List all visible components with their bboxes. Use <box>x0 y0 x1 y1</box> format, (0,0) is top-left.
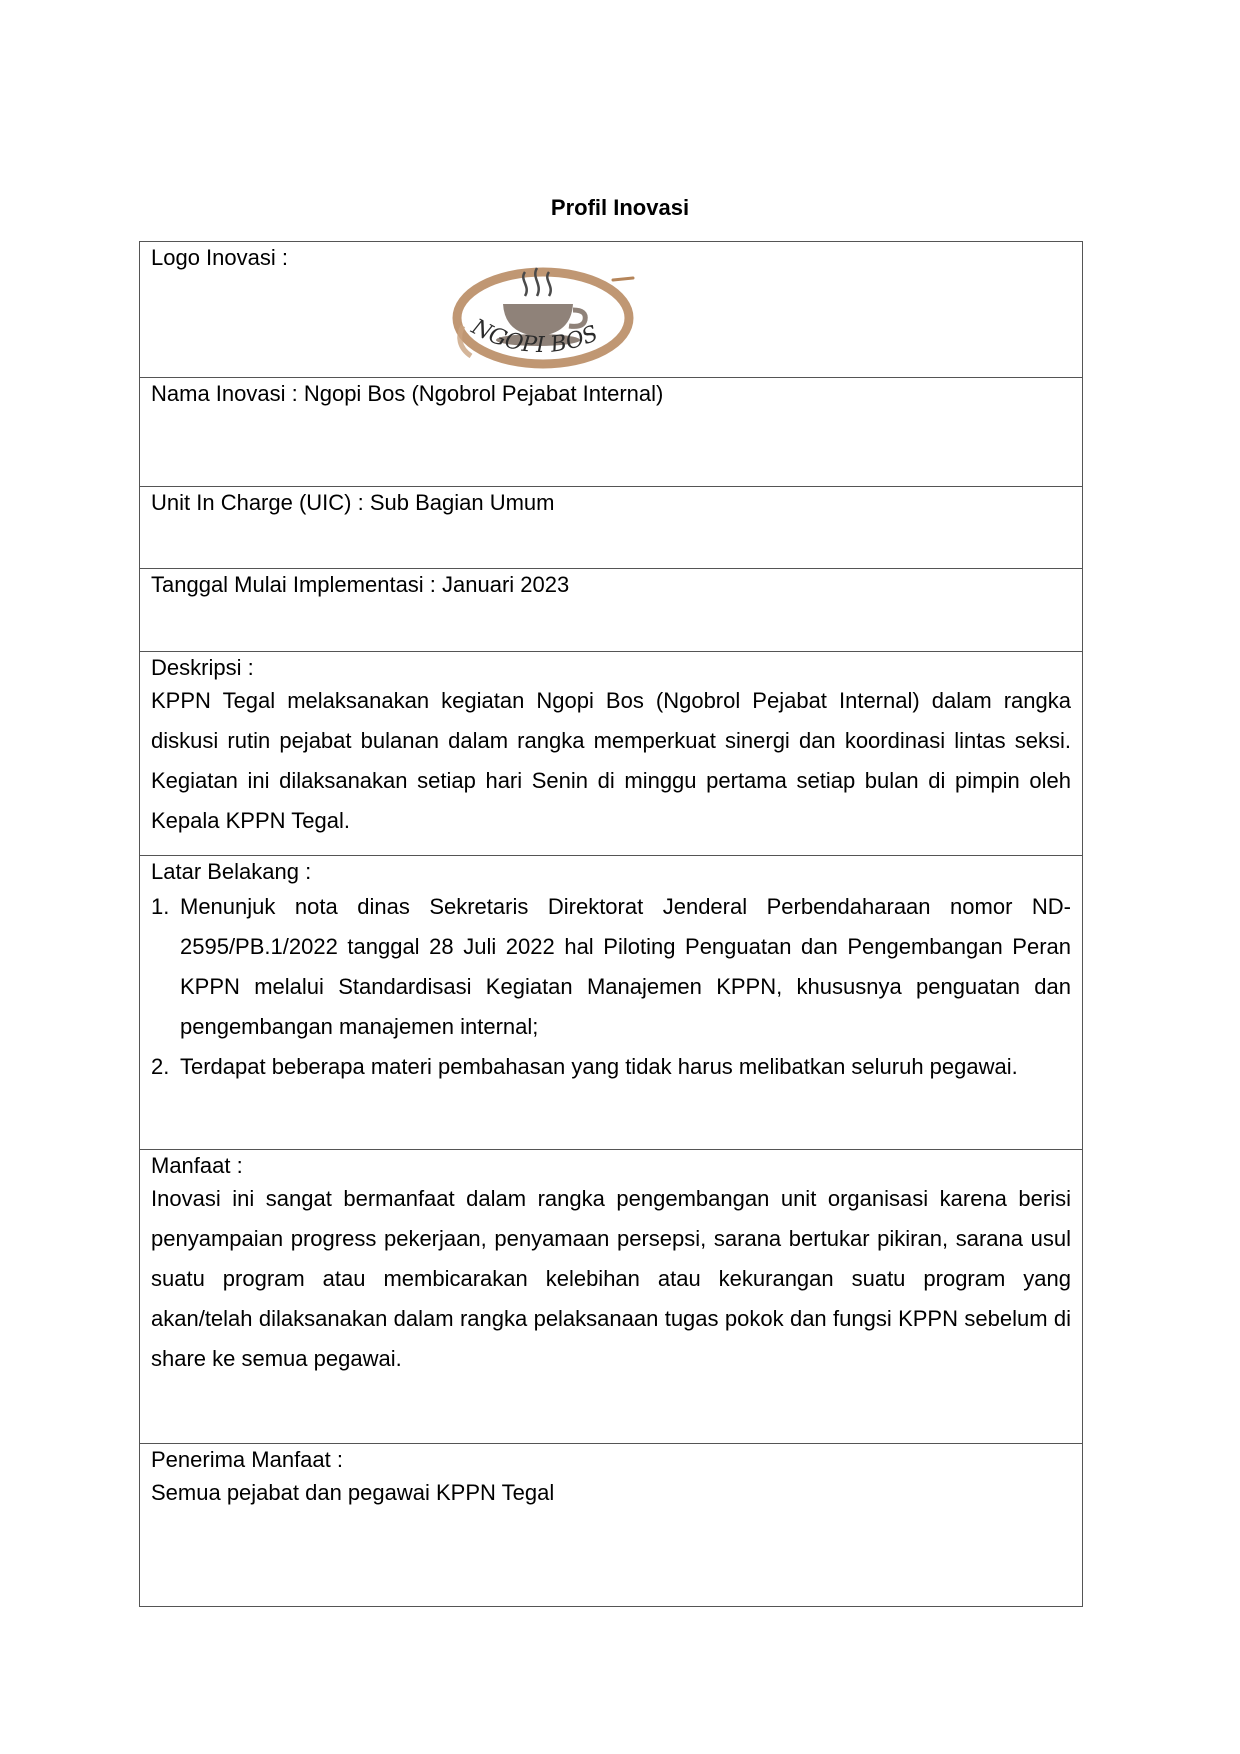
tanggal-row <box>140 571 1082 652</box>
list-item-number: 2. <box>151 1054 170 1079</box>
list-item-text: Terdapat beberapa materi pembahasan yang tidak harus melibatkan seluruh pegawai. <box>180 1054 1018 1079</box>
penerima-manfaat-text: Semua pejabat dan pegawai KPPN Tegal <box>151 1480 555 1505</box>
uic-text: Unit In Charge (UIC) : Sub Bagian Umum <box>151 490 555 515</box>
tanggal-text: Tanggal Mulai Implementasi : Januari 2023 <box>151 572 570 597</box>
manfaat-row <box>140 1152 1082 1444</box>
page-title: Profil Inovasi <box>550 195 690 220</box>
logo-label: Logo Inovasi : <box>151 245 288 270</box>
list-item <box>151 887 1071 1047</box>
manfaat-text: Inovasi ini sangat bermanfaat dalam rangka pengembangan unit organisasi karena berisi penyampaian progress pekerjaan, penyamaan persepsi, sarana bertukar pikiran, sarana usul suatu program atau membicarakan kelebihan atau kekurangan suatu program yang akan/telah dilaksanakan dalam rangka pelaksanaan tugas pokok dan fungsi KPPN sebelum di share ke semua pegawai. <box>151 1186 1071 1371</box>
logo-text: NGOPI BOS <box>467 314 602 359</box>
latar-belakang-row <box>140 858 1082 1150</box>
penerima-manfaat-label: Penerima Manfaat : <box>151 1447 343 1472</box>
uic-row <box>140 489 1082 569</box>
logo-row <box>140 244 1082 378</box>
profile-table <box>139 241 1083 1607</box>
deskripsi-label: Deskripsi : <box>151 655 254 680</box>
nama-inovasi-row <box>140 380 1082 487</box>
list-item <box>151 1047 1071 1087</box>
deskripsi-row <box>140 654 1082 856</box>
list-item-text: Menunjuk nota dinas Sekretaris Direktorat Jenderal Perbendaharaan nomor ND-2595/PB.1/2022 tanggal 28 Juli 2022 hal Piloting Penguatan dan Pengembangan Peran KPPN melalui Standardisasi Kegiatan Manajemen KPPN, khususnya penguatan dan pengembangan manajemen internal; <box>180 894 1071 1039</box>
coffee-cup-logo-icon <box>445 256 645 372</box>
deskripsi-text: KPPN Tegal melaksanakan kegiatan Ngopi Bos (Ngobrol Pejabat Internal) dalam rangka diskusi rutin pejabat bulanan dalam rangka memperkuat sinergi dan koordinasi lintas seksi. Kegiatan ini dilaksanakan setiap hari Senin di minggu pertama setiap bulan di pimpin oleh Kepala KPPN Tegal. <box>151 688 1071 833</box>
latar-belakang-label: Latar Belakang : <box>151 859 312 884</box>
nama-inovasi-text: Nama Inovasi : Ngopi Bos (Ngobrol Pejabat Internal) <box>151 381 664 406</box>
manfaat-label: Manfaat : <box>151 1153 243 1178</box>
penerima-manfaat-row <box>140 1446 1082 1606</box>
list-item-number: 1. <box>151 894 170 919</box>
latar-belakang-list <box>151 887 1071 1087</box>
